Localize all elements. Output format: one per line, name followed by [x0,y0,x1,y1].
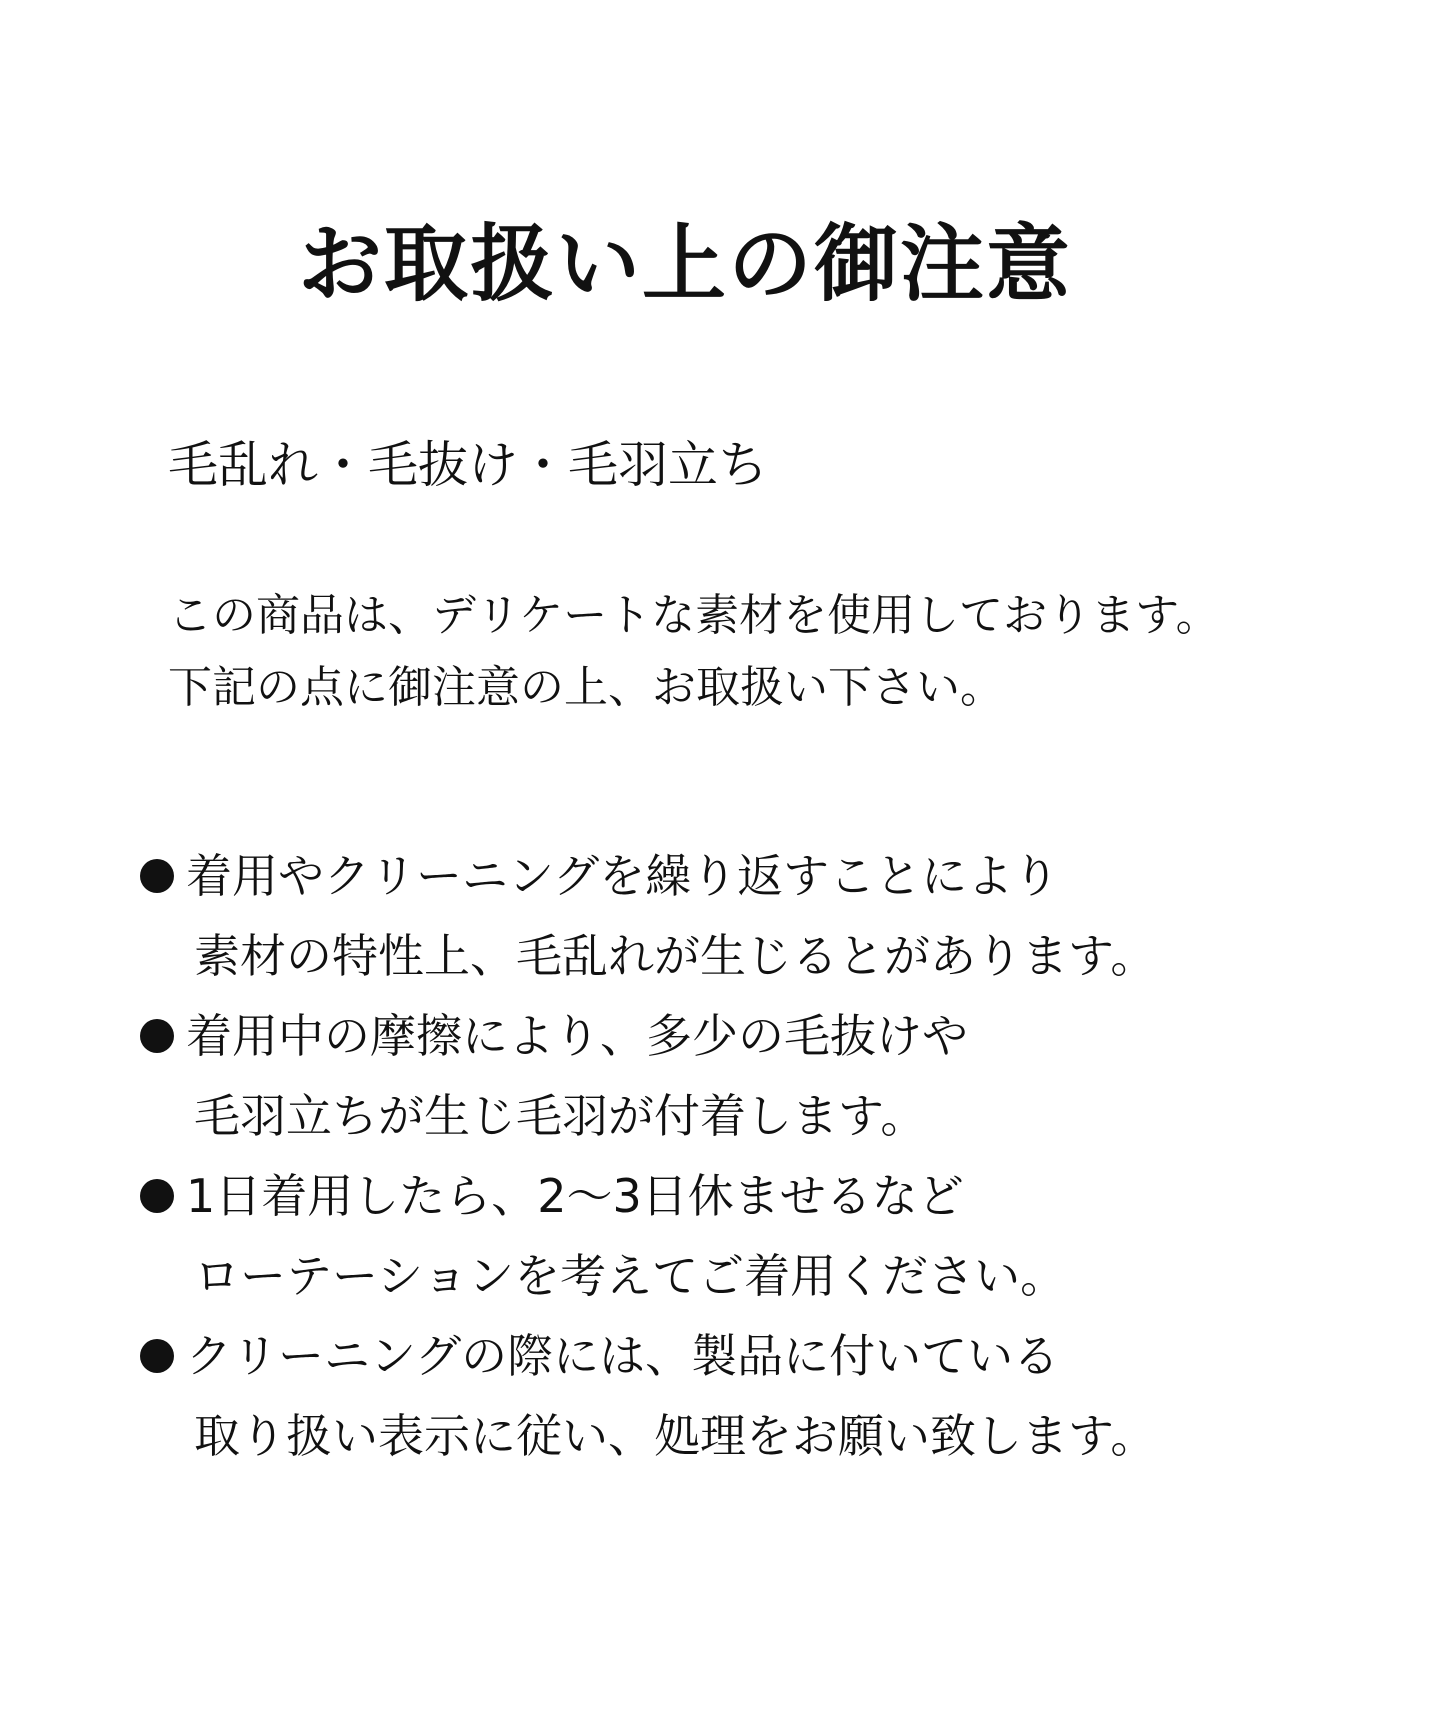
note-line-2: 取り扱い表示に従い、処理をお願い致します。 [194,1409,1157,1463]
intro-text [168,580,1220,724]
bullet-icon [140,1339,174,1373]
section-subtitle: 毛乱れ・毛抜け・毛羽立ち [168,436,768,494]
note-line-1: クリーニングの際には、製品に付いている [186,1329,1060,1383]
care-notes-list [140,836,1156,1476]
page-title: お取扱い上の御注意 [297,215,1072,313]
note-line-1: 着用中の摩擦により、多少の毛抜けや [186,1009,968,1063]
intro-line: この商品は、デリケートな素材を使用しております。 [168,590,1220,641]
intro-line: 下記の点に御注意の上、お取扱い下さい。 [168,662,1004,713]
list-item [140,1156,1156,1316]
note-line-2: 毛羽立ちが生じ毛羽が付着します。 [194,1089,927,1143]
note-line-2: 素材の特性上、毛乱れが生じるとがあります。 [194,929,1157,983]
bullet-icon [140,859,174,893]
note-line-2: ローテーションを考えてご着用ください。 [194,1249,1067,1303]
bullet-icon [140,1019,174,1053]
note-line-1: 着用やクリーニングを繰り返すことにより [186,849,1060,903]
list-item [140,836,1156,996]
list-item [140,1316,1156,1476]
note-line-1: 1日着用したら、2〜3日休ませるなど [186,1169,964,1223]
list-item [140,996,1156,1156]
bullet-icon [140,1179,174,1213]
